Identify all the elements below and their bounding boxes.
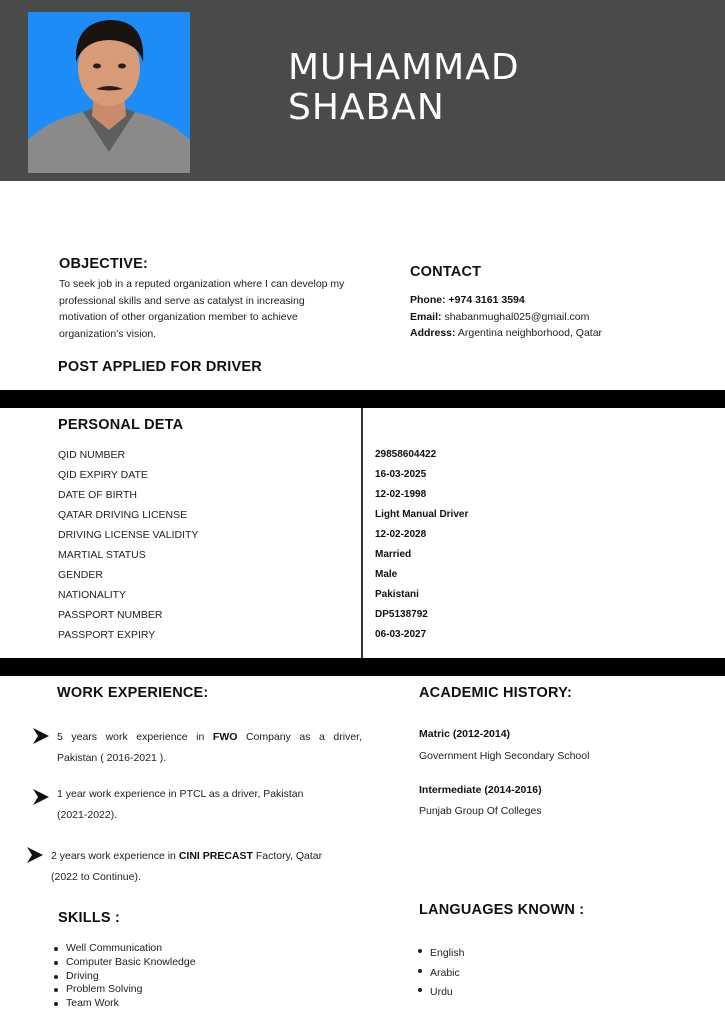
work-item-text: Factory, Qatar bbox=[252, 850, 323, 862]
skill-item: Well Communication bbox=[66, 942, 196, 956]
work-item-1-line-2: Pakistan ( 2016-2021 ). bbox=[57, 752, 167, 764]
work-item-text: 2 years work experience in bbox=[51, 850, 179, 862]
candidate-last-name: SHABAN bbox=[288, 87, 445, 128]
objective-text bbox=[59, 276, 369, 342]
personal-label: GENDER bbox=[58, 569, 103, 581]
languages-list bbox=[416, 944, 464, 1003]
work-item-text: (2022 to Continue). bbox=[51, 871, 141, 883]
personal-value: 06-03-2027 bbox=[375, 629, 427, 640]
phone-label: Phone: bbox=[410, 294, 446, 306]
profile-photo bbox=[28, 12, 190, 173]
personal-label: DRIVING LICENSE VALIDITY bbox=[58, 529, 199, 541]
objective-heading: OBJECTIVE: bbox=[59, 256, 149, 272]
email-label: Email: bbox=[410, 310, 442, 323]
arrow-bullet-icon bbox=[32, 788, 50, 806]
personal-label: QID EXPIRY DATE bbox=[58, 469, 148, 481]
academic-title: Intermediate (2014-2016) bbox=[419, 784, 542, 796]
candidate-first-name: MUHAMMAD bbox=[288, 47, 520, 88]
address-value: Argentina neighborhood, Qatar bbox=[457, 327, 603, 339]
contact-heading: CONTACT bbox=[410, 264, 482, 280]
objective-line: motivation of other organization member to achieve bbox=[59, 311, 298, 323]
resume-header bbox=[0, 0, 725, 181]
work-item-2 bbox=[57, 784, 303, 826]
personal-label: QID NUMBER bbox=[58, 449, 126, 461]
personal-value: 12-02-2028 bbox=[375, 529, 427, 540]
personal-value: Pakistani bbox=[375, 589, 419, 600]
skill-item: Driving bbox=[66, 970, 196, 984]
email-value[interactable]: shabanmughal025@gmail.com bbox=[444, 310, 590, 323]
personal-details-heading: PERSONAL DETA bbox=[58, 417, 184, 433]
phone-value[interactable]: +974 3161 3594 bbox=[448, 294, 525, 306]
employer-name: CINI PRECAST bbox=[178, 850, 253, 862]
personal-label: PASSPORT EXPIRY bbox=[58, 629, 156, 641]
personal-value: Male bbox=[375, 569, 398, 580]
employer-name: FWO bbox=[212, 731, 238, 743]
skills-list bbox=[52, 942, 196, 1011]
language-item: Urdu bbox=[430, 983, 464, 1003]
personal-value: Light Manual Driver bbox=[375, 509, 469, 520]
work-item-3 bbox=[51, 846, 322, 888]
academic-school: Punjab Group Of Colleges bbox=[419, 805, 542, 817]
candidate-name bbox=[288, 48, 520, 128]
contact-address bbox=[410, 325, 710, 342]
objective-line: To seek job in a reputed organization where I can develop my bbox=[59, 278, 345, 290]
objective-line: organization's vision. bbox=[59, 327, 157, 340]
work-experience-heading: WORK EXPERIENCE: bbox=[57, 685, 209, 701]
contact-details bbox=[410, 292, 710, 342]
academic-title: Matric (2012-2014) bbox=[419, 728, 511, 740]
skill-item: Team Work bbox=[66, 997, 196, 1011]
contact-email bbox=[410, 309, 710, 326]
section-divider-bar bbox=[0, 658, 725, 676]
work-item-text: 1 year work experience in PTCL as a driver, Pakistan bbox=[57, 788, 304, 800]
personal-label: DATE OF BIRTH bbox=[58, 489, 137, 501]
academic-history-heading: ACADEMIC HISTORY: bbox=[419, 685, 572, 701]
personal-value: 12-02-1998 bbox=[375, 489, 427, 500]
objective-line: professional skills and serve as catalyst in increasing bbox=[59, 294, 305, 307]
personal-label: PASSPORT NUMBER bbox=[58, 609, 163, 621]
contact-phone bbox=[410, 292, 710, 309]
language-item: English bbox=[430, 944, 464, 964]
arrow-bullet-icon bbox=[26, 846, 44, 864]
skill-item: Computer Basic Knowledge bbox=[66, 955, 196, 968]
address-label: Address: bbox=[410, 327, 456, 339]
work-item-text bbox=[51, 846, 322, 867]
personal-value: DP5138792 bbox=[375, 609, 428, 620]
work-item-text: (2021-2022). bbox=[57, 809, 118, 821]
personal-value: 16-03-2025 bbox=[375, 469, 427, 480]
work-item-1 bbox=[57, 727, 362, 748]
work-item-text: Company as a driver, bbox=[237, 731, 363, 743]
profile-photo-illustration bbox=[28, 12, 190, 173]
personal-details-divider bbox=[361, 408, 363, 658]
skills-heading: SKILLS : bbox=[58, 910, 121, 926]
arrow-bullet-icon bbox=[32, 727, 50, 745]
personal-label: QATAR DRIVING LICENSE bbox=[58, 509, 188, 521]
skill-item: Problem Solving bbox=[66, 983, 196, 997]
personal-value: 29858604422 bbox=[375, 449, 437, 460]
language-item: Arabic bbox=[430, 964, 464, 984]
academic-school: Government High Secondary School bbox=[419, 750, 590, 762]
personal-label: NATIONALITY bbox=[58, 589, 127, 601]
personal-label: MARTIAL STATUS bbox=[58, 549, 146, 561]
languages-heading: LANGUAGES KNOWN : bbox=[419, 902, 585, 918]
section-divider-bar bbox=[0, 390, 725, 408]
work-item-text: 5 years work experience in bbox=[57, 731, 213, 743]
personal-value: Married bbox=[375, 549, 412, 560]
post-applied-heading: POST APPLIED FOR DRIVER bbox=[58, 359, 262, 375]
